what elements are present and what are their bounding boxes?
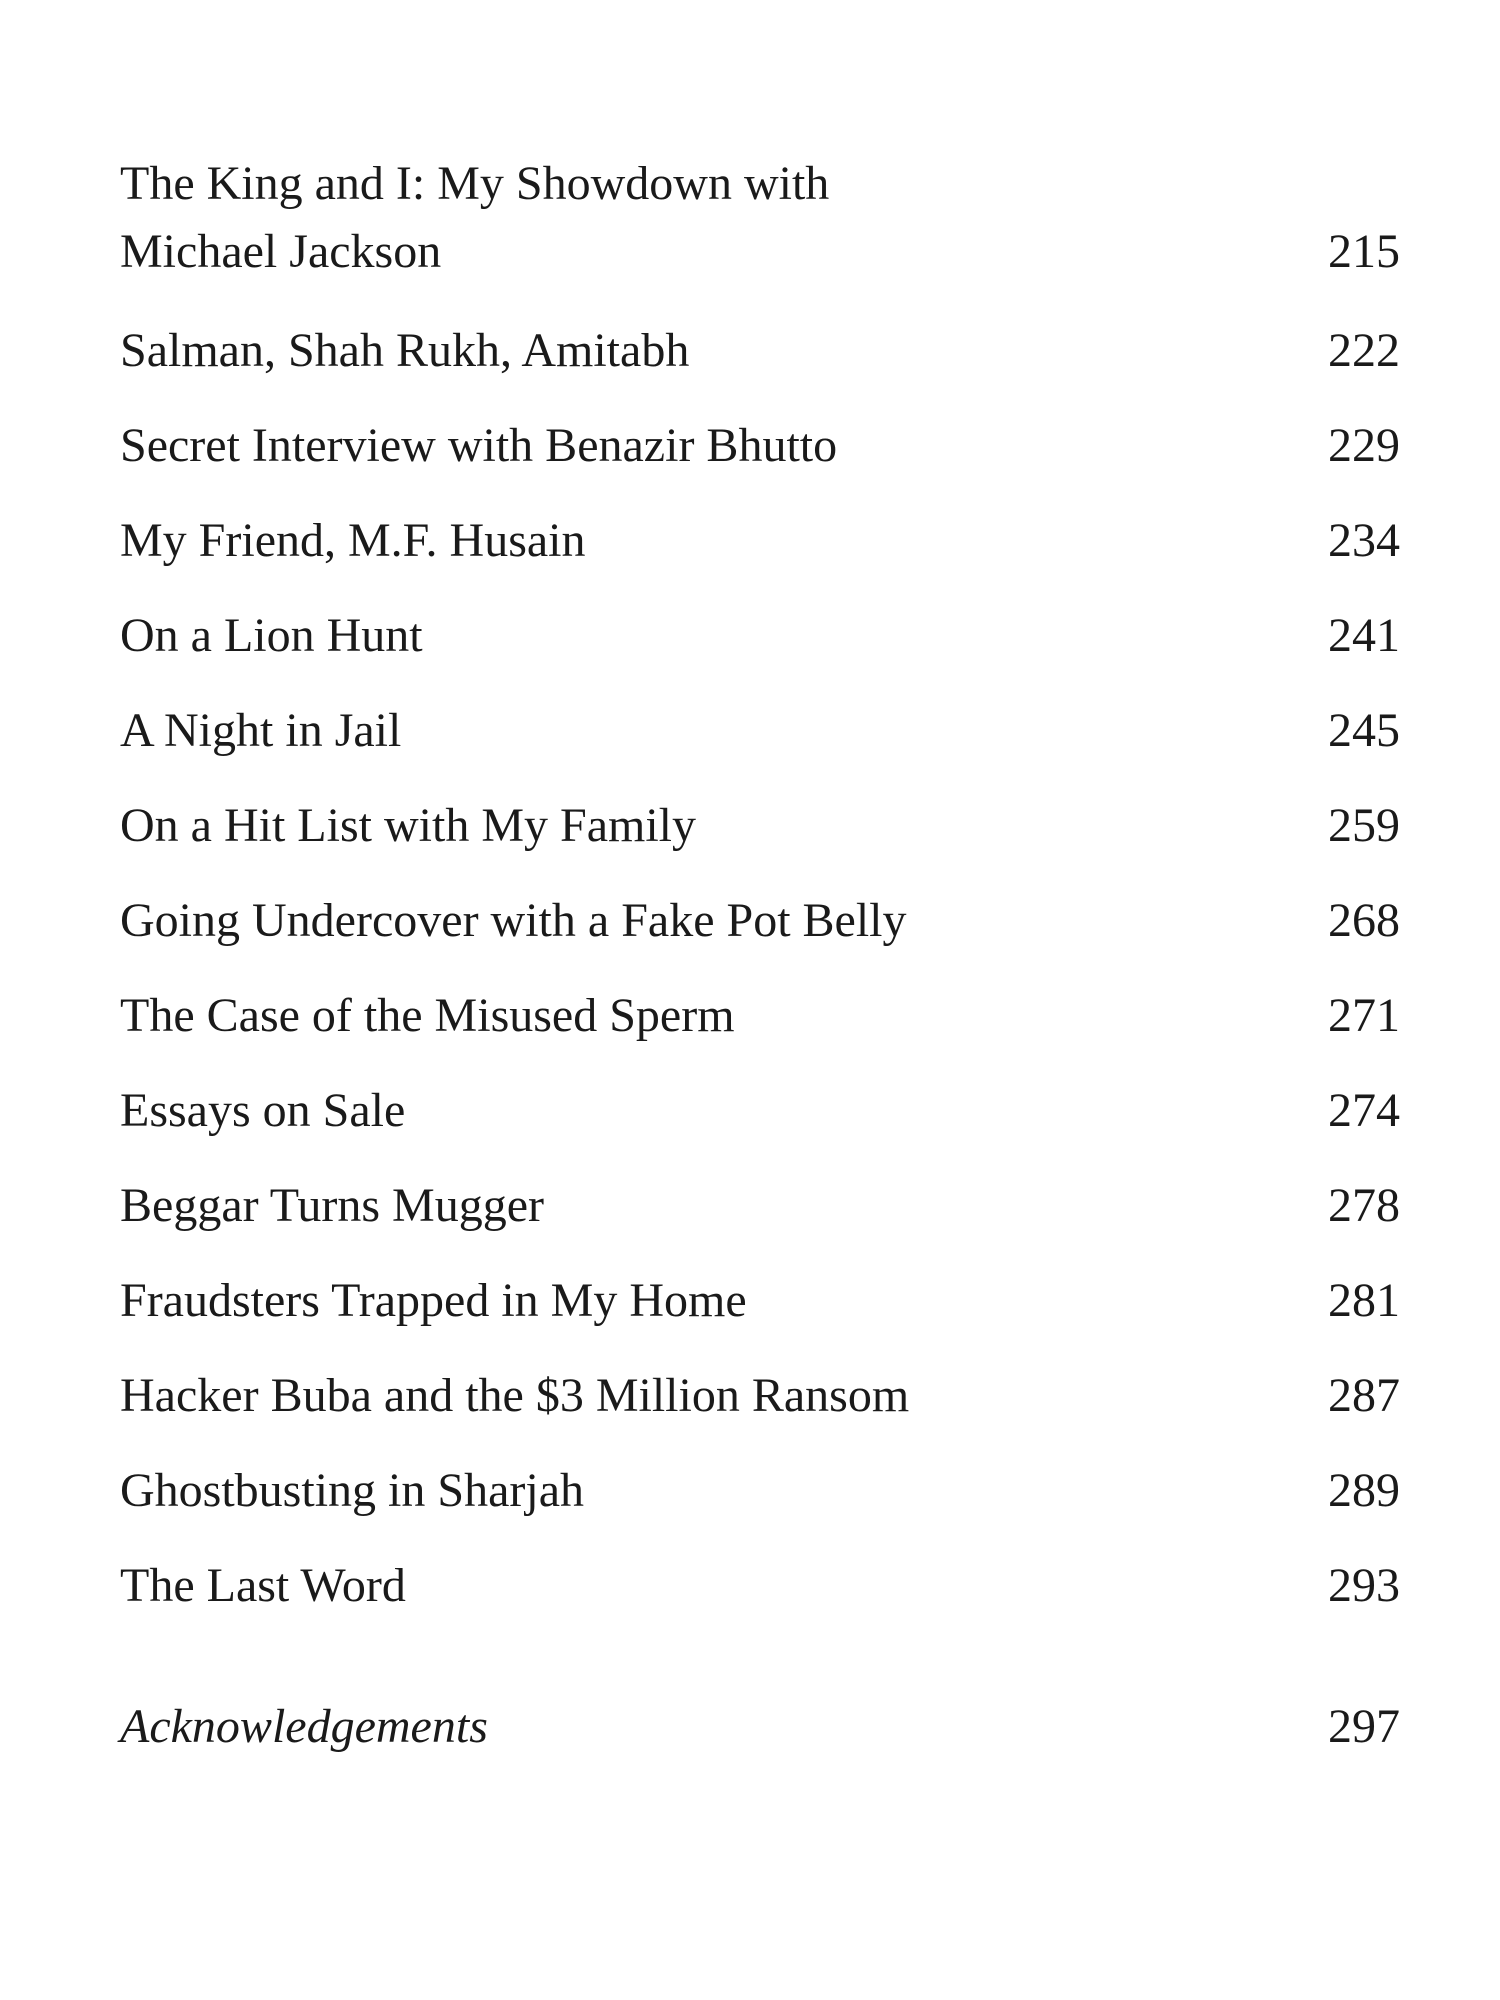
toc-entry-page: 268: [1328, 894, 1400, 947]
toc-entry-page: 293: [1328, 1559, 1400, 1612]
toc-entry: [120, 602, 1400, 670]
toc-entry-title: A Night in Jail: [120, 704, 402, 757]
toc-entry-title: The King and I: My Showdown with Michael Jackson: [120, 157, 830, 278]
toc-entry-page: 271: [1328, 989, 1400, 1042]
toc-entry-page: 245: [1328, 704, 1400, 757]
toc-entry-page: 289: [1328, 1464, 1400, 1517]
toc-entry: [120, 887, 1400, 955]
toc-entry-title: Salman, Shah Rukh, Amitabh: [120, 324, 690, 377]
toc-entry-title: On a Hit List with My Family: [120, 799, 696, 852]
toc-entry-title: Ghostbusting in Sharjah: [120, 1464, 584, 1517]
toc-entry: [120, 1267, 1400, 1335]
toc-entry-page: 274: [1328, 1084, 1400, 1137]
toc-entry-title: The Last Word: [120, 1559, 406, 1612]
toc-entry: [120, 507, 1400, 575]
toc-entry-acknowledgements: [120, 1693, 1400, 1761]
toc-entry-page: 287: [1328, 1369, 1400, 1422]
toc-entry: [120, 1362, 1400, 1430]
table-of-contents: [120, 0, 1400, 2000]
toc-entry-page: 222: [1328, 324, 1400, 377]
toc-entry-page: 241: [1328, 609, 1400, 662]
toc-entry: [120, 1552, 1400, 1620]
toc-entry: [120, 1077, 1400, 1145]
toc-entry: [120, 1457, 1400, 1525]
toc-entry: [120, 697, 1400, 765]
toc-entry-page: 234: [1328, 514, 1400, 567]
toc-entry-title: My Friend, M.F. Husain: [120, 514, 586, 567]
toc-entry-title: Going Undercover with a Fake Pot Belly: [120, 894, 907, 947]
toc-entry: [120, 412, 1400, 480]
toc-entry: [120, 1172, 1400, 1240]
toc-entry-page: 278: [1328, 1179, 1400, 1232]
toc-entry-title: Fraudsters Trapped in My Home: [120, 1274, 747, 1327]
toc-entry: [120, 792, 1400, 860]
toc-entry-page: 229: [1328, 419, 1400, 472]
toc-entry-page: 259: [1328, 799, 1400, 852]
toc-entry-title: Essays on Sale: [120, 1084, 406, 1137]
toc-entry-title: Secret Interview with Benazir Bhutto: [120, 419, 838, 472]
toc-entry-title: Hacker Buba and the $3 Million Ransom: [120, 1369, 910, 1422]
toc-entry-title: Beggar Turns Mugger: [120, 1179, 545, 1232]
toc-entry: [120, 150, 1400, 286]
toc-entry: [120, 982, 1400, 1050]
toc-entry-page: 297: [1328, 1700, 1400, 1753]
toc-entry: [120, 317, 1400, 385]
toc-entry-page: 215: [1328, 225, 1400, 278]
toc-entry-title: The Case of the Misused Sperm: [120, 989, 735, 1042]
toc-entry-title: On a Lion Hunt: [120, 609, 423, 662]
toc-entry-title: Acknowledgements: [120, 1700, 488, 1753]
toc-entry-page: 281: [1328, 1274, 1400, 1327]
